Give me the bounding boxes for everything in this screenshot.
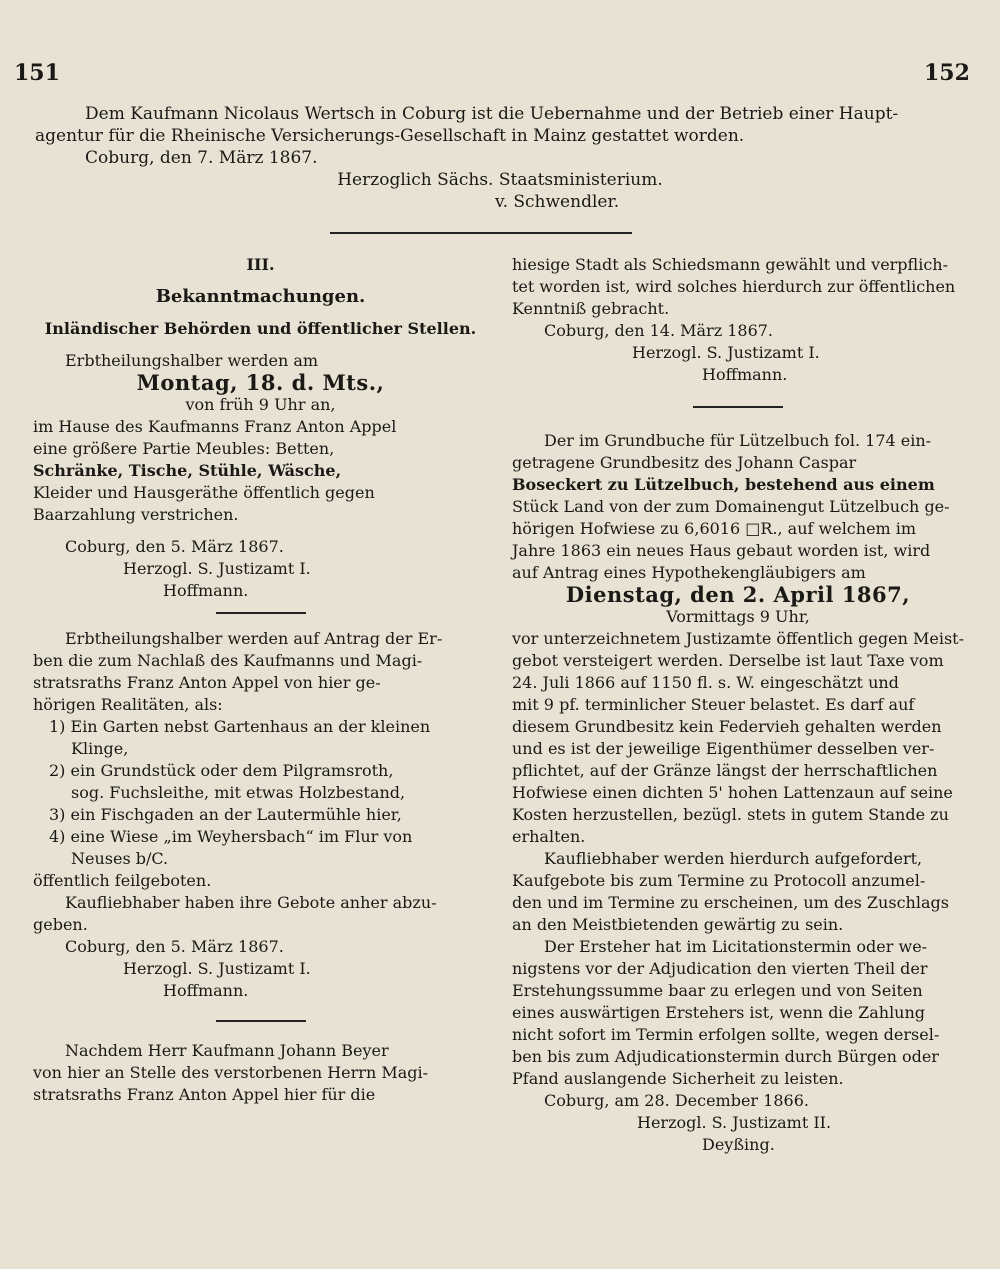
notice4-body2-line: mit 9 pf. terminlicher Steuer belastet. Es darf auf [512, 695, 915, 714]
top-notice [35, 103, 965, 213]
notice4-body2-line: diesem Grundbesitz kein Federvieh gehalten werden [512, 717, 942, 736]
notice4-purchaser-line: ben bis zum Adjudicationstermin durch Bürgen oder [512, 1047, 939, 1066]
notice4-purchaser-line: nicht sofort im Termin erfolgen sollte, wegen dersel- [512, 1025, 940, 1044]
notice4-body2-line: erhalten. [512, 827, 586, 846]
notice2-body-line: ben die zum Nachlaß des Kaufmanns und Magi- [33, 651, 423, 670]
notice2-body-line: hörigen Realitäten, als: [33, 695, 223, 714]
list-item: 4) eine Wiese „im Weyhersbach“ im Flur von [49, 827, 413, 846]
notice1-intro: Erbtheilungshalber werden am [65, 351, 319, 370]
notice4-buyers-line: den und im Termine zu erscheinen, um des Zuschlags [512, 893, 949, 912]
place-date: Coburg, den 5. März 1867. [65, 937, 284, 956]
notice2-buyers-line: geben. [33, 915, 88, 934]
signature: Hoffmann. [163, 981, 249, 1000]
signature: v. Schwendler. [495, 192, 620, 212]
notice4-body2-line: pflichtet, auf der Gränze längst der herrschaftlichen [512, 761, 938, 780]
notice1-body-line: Kleider und Hausgeräthe öffentlich gegen [33, 483, 375, 502]
separator-rule [693, 406, 783, 408]
separator-rule [216, 1020, 306, 1022]
notice4-body-line: Boseckert zu Lützelbuch, bestehend aus einem [512, 475, 935, 494]
notice1-body-line: im Hause des Kaufmanns Franz Anton Appel [33, 417, 397, 436]
notice2-body-line: stratsraths Franz Anton Appel von hier ge- [33, 673, 381, 692]
notice4-buyers-line: Kaufliebhaber werden hierdurch aufgefordert, [544, 849, 923, 868]
section-heading: Bekanntmachungen. [155, 286, 366, 307]
top-notice-line: Dem Kaufmann Nicolaus Wertsch in Coburg ist die Uebernahme und der Betrieb einer Haupt- [85, 104, 899, 124]
notice3-cont-line: hiesige Stadt als Schiedsmann gewählt und verpflich- [512, 255, 949, 274]
notice4-body2-line: 24. Juli 1866 auf 1150 fl. s. W. eingeschätzt und [512, 673, 899, 692]
place-date: Coburg, den 14. März 1867. [544, 321, 774, 340]
notice3-line: stratsraths Franz Anton Appel hier für die [33, 1085, 376, 1104]
separator-rule [330, 232, 632, 234]
notice1-body-line: Baarzahlung verstrichen. [33, 505, 239, 524]
notice4-purchaser-line: nigstens vor der Adjudication den vierten Theil der [512, 959, 928, 978]
notice4-body-line: auf Antrag eines Hypothekengläubigers am [512, 563, 866, 582]
list-item: 1) Ein Garten nebst Gartenhaus an der kleinen [49, 717, 431, 736]
notice4-body-line: hörigen Hofwiese zu 6,6016 □R., auf welchem im [512, 519, 917, 538]
property-list [33, 716, 488, 870]
authority: Herzogl. S. Justizamt II. [637, 1113, 832, 1132]
notice4-body2-line: gebot versteigert werden. Derselbe ist laut Taxe vom [512, 651, 944, 670]
authority: Herzogl. S. Justizamt I. [123, 559, 311, 578]
left-column [33, 254, 488, 1106]
place-date: Coburg, den 7. März 1867. [85, 148, 318, 168]
list-item: sog. Fuchsleithe, mit etwas Holzbestand, [71, 783, 406, 802]
notice4-body-line: getragene Grundbesitz des Johann Caspar [512, 453, 857, 472]
notice3-cont-line: Kenntniß gebracht. [512, 299, 670, 318]
notice4-body-line: Jahre 1863 ein neues Haus gebaut worden ist, wird [512, 541, 931, 560]
notice4-body2-line: Kosten herzustellen, bezügl. stets in gutem Stande zu [512, 805, 949, 824]
notice4-purchaser-line: Der Ersteher hat im Licitationstermin oder we- [544, 937, 928, 956]
page-number-left: 151 [14, 60, 60, 86]
notice4-body-line: Der im Grundbuche für Lützelbuch fol. 174 ein- [544, 431, 932, 450]
notice3-line: Nachdem Herr Kaufmann Johann Beyer [65, 1041, 389, 1060]
notice2-buyers-line: Kaufliebhaber haben ihre Gebote anher abzu- [65, 893, 437, 912]
page-number-right: 152 [924, 60, 970, 86]
right-column [512, 254, 964, 1156]
notice1-date: Montag, 18. d. Mts., [136, 370, 385, 395]
separator-rule [216, 612, 306, 614]
authority: Herzoglich Sächs. Staatsministerium. [337, 170, 663, 190]
list-item: 3) ein Fischgaden an der Lautermühle hier, [49, 805, 402, 824]
section-number: III. [246, 255, 275, 274]
notice2-after: öffentlich feilgeboten. [33, 871, 212, 890]
authority: Herzogl. S. Justizamt I. [123, 959, 311, 978]
notice4-body2-line: vor unterzeichnetem Justizamte öffentlich gegen Meist- [512, 629, 964, 648]
notice4-body-line: Stück Land von der zum Domainengut Lützelbuch ge- [512, 497, 950, 516]
notice4-purchaser-line: Pfand auslangende Sicherheit zu leisten. [512, 1069, 844, 1088]
list-item: Klinge, [71, 739, 129, 758]
notice4-date: Dienstag, den 2. April 1867, [565, 582, 911, 607]
signature: Hoffmann. [702, 365, 788, 384]
notice1-body-line: Schränke, Tische, Stühle, Wäsche, [33, 461, 342, 480]
notice4-time: Vormittags 9 Uhr, [666, 607, 810, 626]
place-date: Coburg, den 5. März 1867. [65, 537, 284, 556]
notice4-body2-line: Hofwiese einen dichten 5' hohen Lattenzaun auf seine [512, 783, 953, 802]
list-item: 2) ein Grundstück oder dem Pilgramsroth, [49, 761, 394, 780]
signature: Hoffmann. [163, 581, 249, 600]
list-item: Neuses b/C. [71, 849, 169, 868]
notice3-cont-line: tet worden ist, wird solches hierdurch zur öffentlichen [512, 277, 956, 296]
authority: Herzogl. S. Justizamt I. [632, 343, 820, 362]
notice3-line: von hier an Stelle des verstorbenen Herrn Magi- [33, 1063, 429, 1082]
section-subheading: Inländischer Behörden und öffentlicher Stellen. [44, 319, 477, 338]
notice4-purchaser-line: eines auswärtigen Erstehers ist, wenn die Zahlung [512, 1003, 926, 1022]
notice4-body2-line: und es ist der jeweilige Eigenthümer desselben ver- [512, 739, 935, 758]
notice4-buyers-line: Kaufgebote bis zum Termine zu Protocoll anzumel- [512, 871, 926, 890]
place-date: Coburg, am 28. December 1866. [544, 1091, 809, 1110]
notice1-time: von früh 9 Uhr an, [185, 395, 336, 414]
notice1-body-line: eine größere Partie Meubles: Betten, [33, 439, 335, 458]
signature: Deyßing. [702, 1135, 775, 1154]
notice2-body-line: Erbtheilungshalber werden auf Antrag der Er- [65, 629, 443, 648]
top-notice-line: agentur für die Rheinische Versicherungs-Gesellschaft in Mainz gestattet worden. [35, 126, 745, 146]
notice4-purchaser-line: Erstehungssumme baar zu erlegen und von Seiten [512, 981, 923, 1000]
notice4-buyers-line: an den Meistbietenden gewärtig zu sein. [512, 915, 844, 934]
